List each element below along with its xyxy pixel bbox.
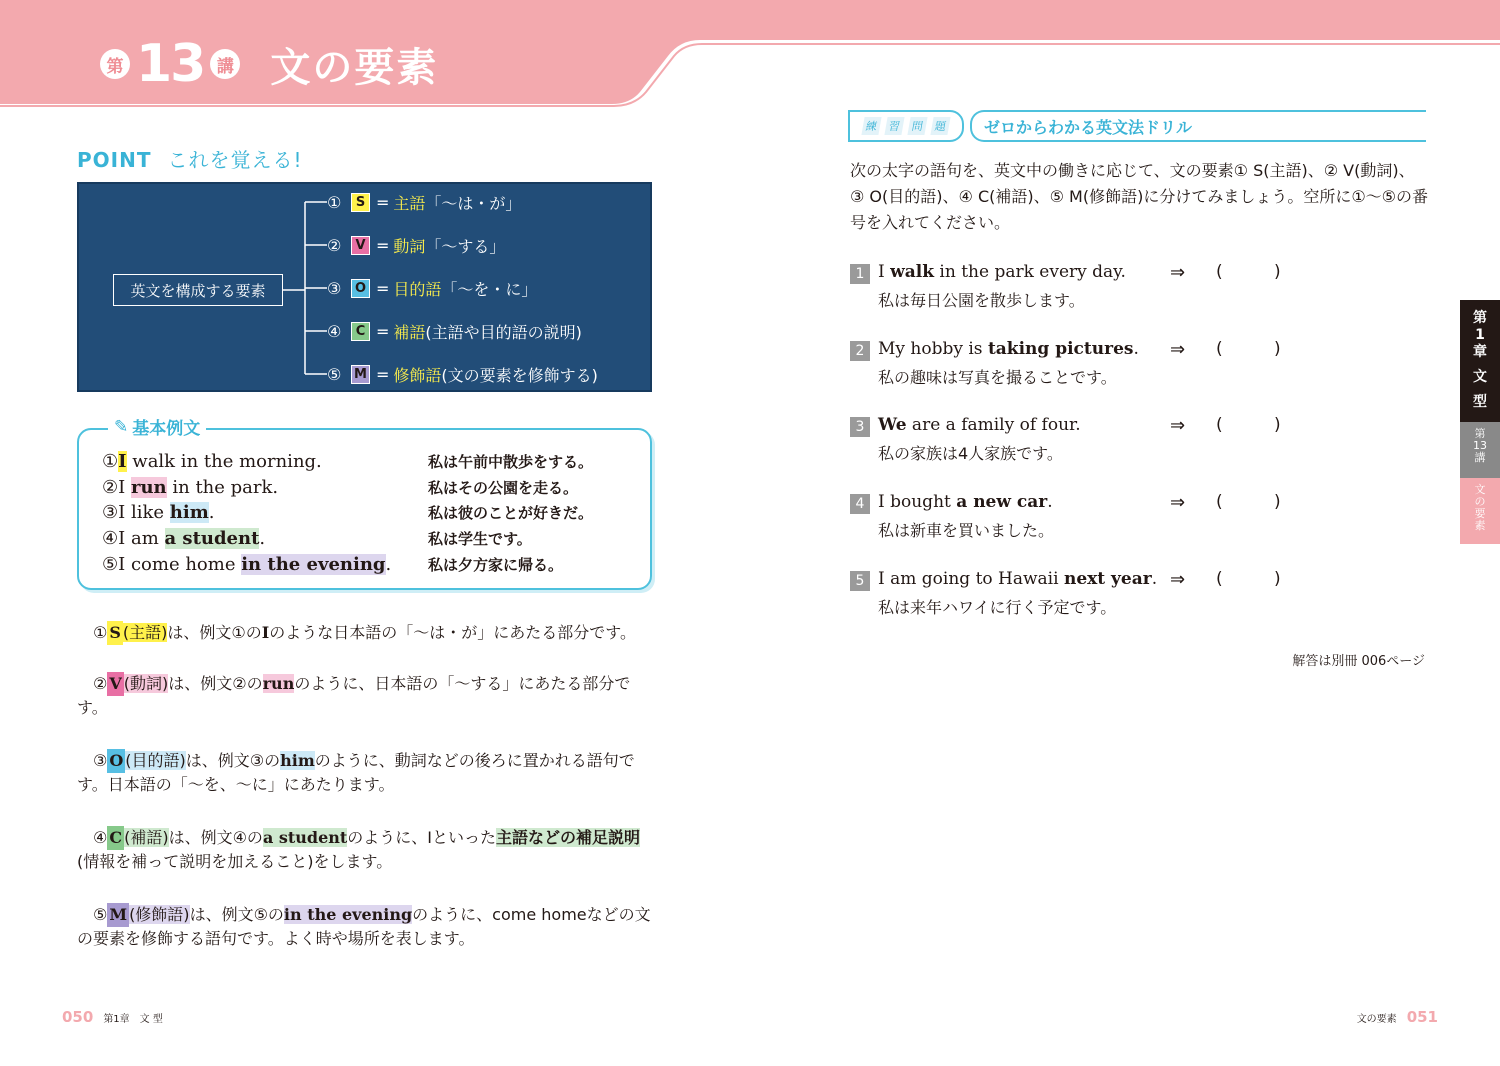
question-item: 5 I am going to Hawaii next year. 私は来年ハワイに行く予定です。 ⇒ ( ) bbox=[850, 569, 1370, 619]
footer-chapter-right: 文の要素 bbox=[1356, 1014, 1397, 1025]
answer-note: 解答は別冊 006ページ bbox=[1292, 654, 1425, 669]
lesson-suffix-badge: 講 bbox=[210, 49, 240, 79]
diagram-root-label: 英文を構成する要素 bbox=[113, 274, 283, 306]
question-item: 1 I walk in the park every day. 私は毎日公園を散歩します。 ⇒ ( ) bbox=[850, 262, 1370, 312]
tag-v: V bbox=[351, 236, 370, 255]
lesson-tab[interactable]: 第 13 講 bbox=[1460, 422, 1500, 478]
question-item: 4 I bought a new car. 私は新車を買いました。 ⇒ ( ) bbox=[850, 492, 1370, 542]
example-row: ⑤I come home in the evening. 私は夕方家に帰る。 bbox=[102, 553, 564, 575]
element-row-v: ② V = 動詞 「～する」 bbox=[327, 235, 506, 256]
point-heading bbox=[77, 144, 303, 173]
answer-blank-close[interactable]: ) bbox=[1274, 339, 1281, 359]
footer-chapter-left: 第1章 文 型 bbox=[103, 1014, 163, 1025]
answer-blank-open[interactable]: ( bbox=[1216, 339, 1223, 359]
example-row: ③I like him. 私は彼のことが好きだ。 bbox=[102, 501, 594, 523]
tag-m: M bbox=[351, 365, 370, 384]
lesson-heading bbox=[100, 34, 438, 94]
element-row-m: ⑤ M = 修飾語 (文の要素を修飾する) bbox=[327, 364, 598, 385]
element-row-s: ① S = 主語 「～は・が」 bbox=[327, 192, 522, 213]
answer-blank-open[interactable]: ( bbox=[1216, 415, 1223, 435]
arrow-icon: ⇒ bbox=[1170, 415, 1186, 436]
page-title: 文の要素 bbox=[270, 44, 439, 91]
tag-o: O bbox=[351, 279, 370, 298]
arrow-icon: ⇒ bbox=[1170, 262, 1186, 283]
practice-label: 練 習 問 題 bbox=[848, 110, 964, 142]
point-label: POINT bbox=[77, 148, 152, 172]
example-row: ①I walk in the morning. 私は午前中散歩をする。 bbox=[102, 450, 594, 472]
answer-blank-close[interactable]: ) bbox=[1274, 262, 1281, 282]
drill-header bbox=[848, 110, 1426, 144]
explanation-c: ④ C (補語)は、例文④のa studentのように、Iといった主語などの補足説明(情報を補って説明を加えること)をします。 bbox=[77, 828, 641, 871]
page-number-right: 051 bbox=[1406, 1008, 1438, 1026]
arrow-icon: ⇒ bbox=[1170, 339, 1186, 360]
explanation-m: ⑤ M (修飾語)は、例文⑤のin the eveningのように、come homeなどの文の要素を修飾する語句です。よく時や場所を表します。 bbox=[77, 905, 651, 948]
question-number: 3 bbox=[850, 417, 870, 437]
question-number: 4 bbox=[850, 494, 870, 514]
answer-blank-open[interactable]: ( bbox=[1216, 569, 1223, 589]
answer-blank-close[interactable]: ) bbox=[1274, 492, 1281, 512]
answer-blank-close[interactable]: ) bbox=[1274, 569, 1281, 589]
element-row-c: ④ C = 補語 (主語や目的語の説明) bbox=[327, 321, 582, 342]
tag-s: S bbox=[351, 193, 370, 212]
answer-blank-open[interactable]: ( bbox=[1216, 262, 1223, 282]
explanation-s: ① S (主語)は、例文①のIのような日本語の「～は・が」にあたる部分です。 bbox=[77, 621, 657, 645]
question-item: 3 We are a family of four. 私の家族は4人家族です。 ⇒ ( ) bbox=[850, 415, 1370, 465]
sentence-elements-diagram bbox=[77, 182, 652, 392]
lesson-number: 13 bbox=[136, 34, 205, 94]
example-row: ④I am a student. 私は学生です。 bbox=[102, 527, 532, 549]
footer-right bbox=[1357, 1008, 1438, 1026]
footer-left bbox=[62, 1008, 163, 1026]
example-title: ✎ 基本例文 bbox=[108, 414, 206, 439]
arrow-icon: ⇒ bbox=[1170, 492, 1186, 513]
question-number: 5 bbox=[850, 571, 870, 591]
topic-tab[interactable]: 文 の 要 素 bbox=[1460, 478, 1500, 544]
question-item: 2 My hobby is taking pictures. 私の趣味は写真を撮ることです。 ⇒ ( ) bbox=[850, 339, 1370, 389]
tag-c: C bbox=[351, 322, 370, 341]
explanation-v: ② V (動詞)は、例文②のrunのように、日本語の「～する」にあたる部分です。 bbox=[77, 674, 631, 717]
drill-title: ゼロからわかる英文法ドリル bbox=[970, 110, 1426, 142]
element-row-o: ③ O = 目的語 「～を・に」 bbox=[327, 278, 538, 299]
question-number: 2 bbox=[850, 341, 870, 361]
arrow-icon: ⇒ bbox=[1170, 569, 1186, 590]
pencil-icon: ✎ bbox=[114, 416, 129, 437]
page-number-left: 050 bbox=[62, 1008, 94, 1026]
question-number: 1 bbox=[850, 264, 870, 284]
drill-instruction: 次の太字の語句を、英文中の働きに応じて、文の要素① S(主語)、② V(動詞)、③ O(目的語)、④ C(補語)、⑤ M(修飾語)に分けてみましょう。空所に①～⑤の番号を入れてください。 bbox=[850, 161, 1429, 232]
answer-blank-close[interactable]: ) bbox=[1274, 415, 1281, 435]
point-subtitle: これを覚える! bbox=[167, 148, 303, 172]
example-row: ②I run in the park. 私はその公園を走る。 bbox=[102, 476, 579, 498]
lesson-prefix-badge: 第 bbox=[100, 49, 130, 79]
chapter-tab[interactable]: 第 1 章 文 型 bbox=[1460, 300, 1500, 422]
explanation-o: ③ O (目的語)は、例文③のhimのように、動詞などの後ろに置かれる語句です。日本語の「～を、～に」にあたります。 bbox=[77, 751, 635, 794]
answer-blank-open[interactable]: ( bbox=[1216, 492, 1223, 512]
